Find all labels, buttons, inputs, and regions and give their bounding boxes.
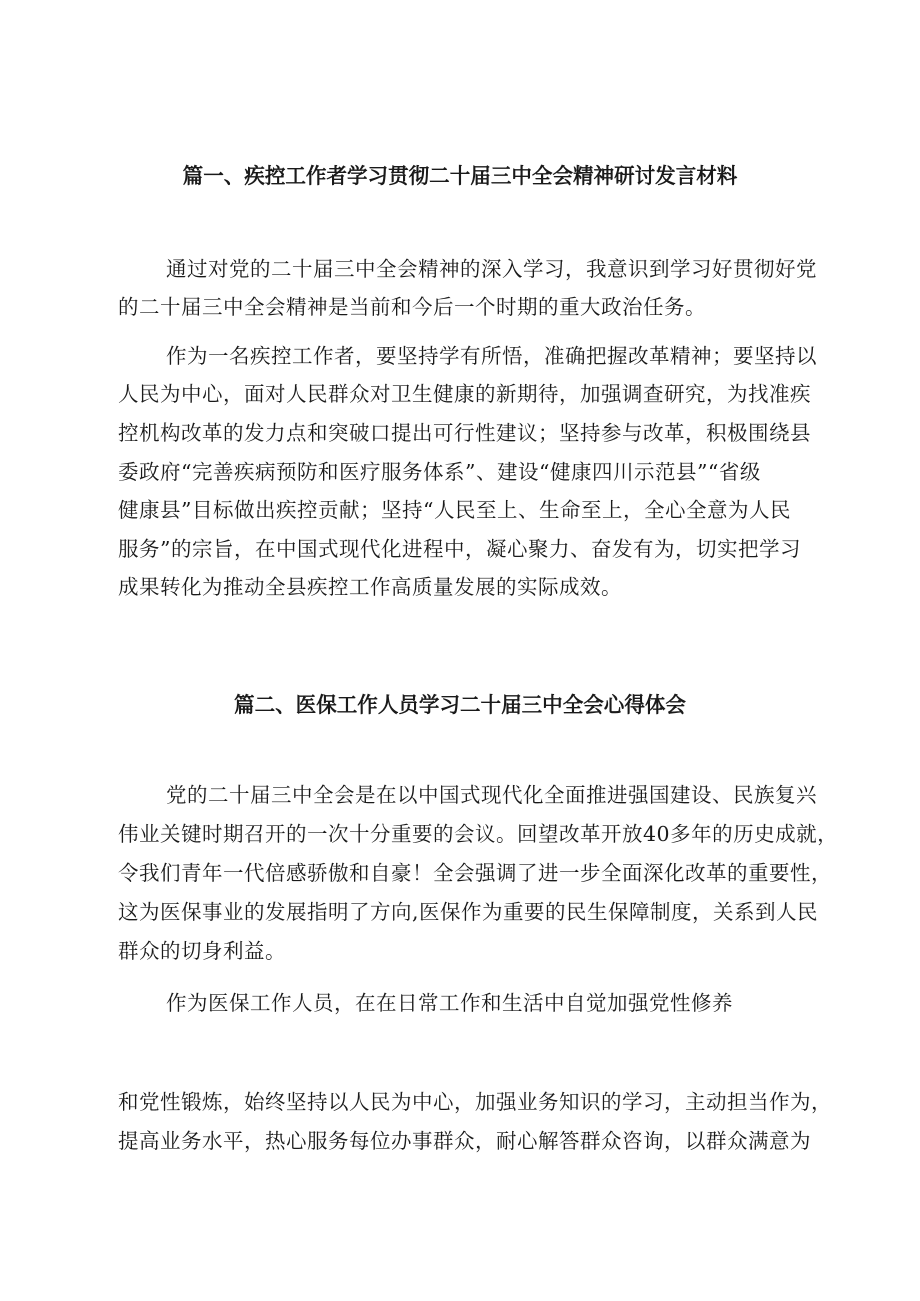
- paragraph-line: 群众的切身利益。: [118, 939, 286, 963]
- paragraph-line: 党的二十届三中全会是在以中国式现代化全面推进强国建设、民族复兴: [166, 783, 817, 807]
- paragraph-line: 令我们青年一代倍感骄傲和自豪！全会强调了进一步全面深化改革的重要性，: [118, 861, 832, 885]
- paragraph-line: 提高业务水平，热心服务每位办事群众，耐心解答群众咨询，以群众满意为: [118, 1129, 811, 1153]
- paragraph-line: 成果转化为推动全县疾控工作高质量发展的实际成效。: [118, 575, 622, 599]
- paragraph-line: 健康县”目标做出疾控贡献；坚持“人民至上、生命至上，全心全意为人民: [118, 498, 791, 522]
- section-1-title: 篇一、疾控工作者学习贯彻二十届三中全会精神研讨发言材料: [182, 164, 738, 188]
- paragraph-line: 人民为中心，面对人民群众对卫生健康的新期待，加强调查研究，为找准疾: [118, 382, 811, 406]
- paragraph-line: 作为医保工作人员，在在日常工作和生活中自觉加强党性修养: [166, 991, 733, 1015]
- paragraph-line: 通过对党的二十届三中全会精神的深入学习，我意识到学习好贯彻好党: [166, 257, 817, 281]
- paragraph-line: 服务”的宗旨，在中国式现代化进程中，凝心聚力、奋发有为，切实把学习: [118, 537, 801, 561]
- paragraph-line: 伟业关键时期召开的一次十分重要的会议。回望改革开放40多年的历史成就，: [118, 822, 839, 846]
- paragraph-line: 委政府“完善疾病预防和医疗服务体系”、建设“健康四川示范县”“省级: [118, 460, 761, 484]
- paragraph-line: 作为一名疾控工作者，要坚持学有所悟，准确把握改革精神；要坚持以: [166, 344, 817, 368]
- paragraph-line: 这为医保事业的发展指明了方向,医保作为重要的民生保障制度，关系到人民: [118, 900, 819, 924]
- paragraph-line: 的二十届三中全会精神是当前和今后一个时期的重大政治任务。: [118, 295, 706, 319]
- paragraph-line: 和党性锻炼，始终坚持以人民为中心，加强业务知识的学习，主动担当作为，: [118, 1090, 832, 1114]
- section-2-title: 篇二、医保工作人员学习二十届三中全会心得体会: [234, 693, 686, 717]
- paragraph-line: 控机构改革的发力点和突破口提出可行性建议；坚持参与改革，积极围绕县: [118, 421, 811, 445]
